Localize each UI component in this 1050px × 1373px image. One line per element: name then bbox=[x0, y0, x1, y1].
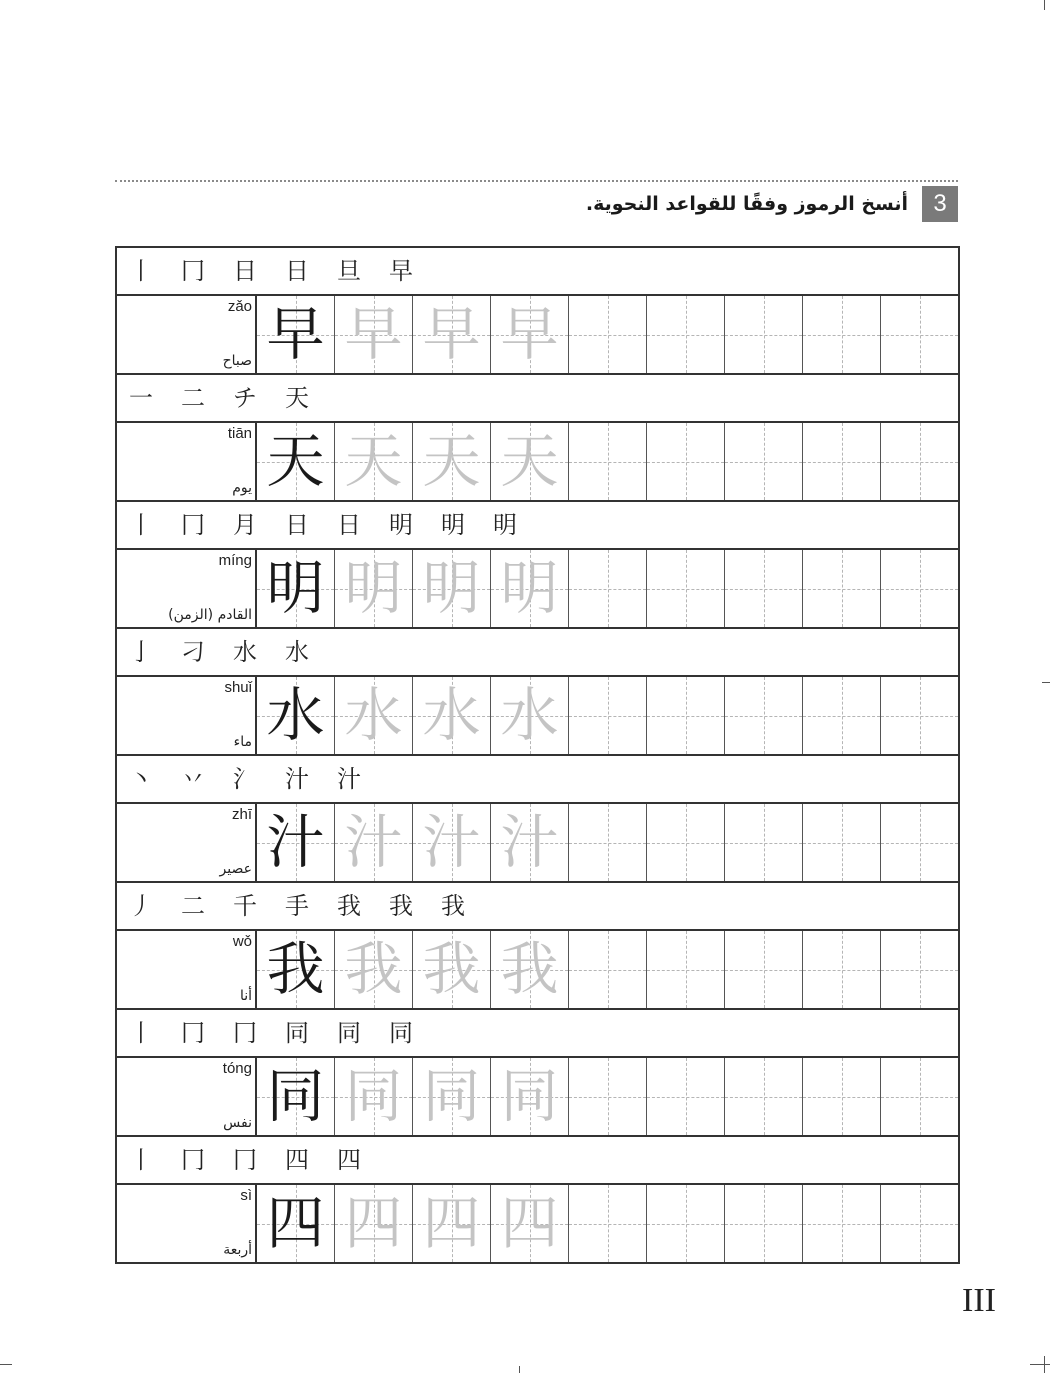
stroke-step: 明 bbox=[493, 511, 517, 539]
trace-character: 早 bbox=[344, 300, 403, 368]
trace-character: 天 bbox=[500, 427, 559, 495]
guide-line-horizontal bbox=[725, 1097, 802, 1098]
writing-box[interactable] bbox=[725, 931, 803, 1008]
trace-character-box[interactable] bbox=[491, 1058, 569, 1135]
writing-box[interactable] bbox=[881, 550, 958, 627]
practice-row bbox=[117, 296, 958, 375]
stroke-step: 亅 bbox=[129, 638, 153, 666]
writing-box[interactable] bbox=[647, 550, 725, 627]
stroke-step: 日 bbox=[233, 257, 257, 285]
stroke-step: 我 bbox=[389, 892, 413, 920]
trace-character-box[interactable] bbox=[335, 296, 413, 373]
meaning: صباح bbox=[222, 353, 252, 369]
stroke-step: 冂 bbox=[181, 257, 205, 285]
trace-character: 汁 bbox=[500, 808, 559, 876]
stroke-step: 千 bbox=[233, 892, 257, 920]
model-character: 水 bbox=[266, 681, 325, 749]
trace-character-box[interactable] bbox=[413, 1185, 491, 1262]
model-character-box bbox=[257, 677, 335, 754]
stroke-step: 我 bbox=[441, 892, 465, 920]
guide-line-horizontal bbox=[725, 589, 802, 590]
model-character-box bbox=[257, 423, 335, 500]
writing-box[interactable] bbox=[647, 296, 725, 373]
model-character: 明 bbox=[266, 554, 325, 622]
model-character: 我 bbox=[266, 935, 325, 1003]
stroke-step: 二 bbox=[181, 892, 205, 920]
model-character: 四 bbox=[266, 1189, 325, 1257]
writing-box[interactable] bbox=[725, 550, 803, 627]
word-label-cell bbox=[117, 1058, 257, 1135]
guide-line-horizontal bbox=[569, 462, 646, 463]
trace-character: 水 bbox=[422, 681, 481, 749]
stroke-order-row bbox=[117, 1010, 958, 1058]
writing-box[interactable] bbox=[803, 550, 881, 627]
trace-character: 我 bbox=[422, 935, 481, 1003]
guide-line-horizontal bbox=[569, 589, 646, 590]
practice-row bbox=[117, 1185, 958, 1264]
pinyin: wǒ bbox=[232, 933, 252, 950]
pinyin: zǎo bbox=[227, 298, 252, 315]
stroke-step: 同 bbox=[389, 1019, 413, 1047]
trace-character: 我 bbox=[344, 935, 403, 1003]
practice-row bbox=[117, 804, 958, 883]
writing-box[interactable] bbox=[725, 1185, 803, 1262]
trace-character: 同 bbox=[344, 1062, 403, 1130]
writing-box[interactable] bbox=[647, 423, 725, 500]
stroke-step: 丨 bbox=[129, 1019, 153, 1047]
writing-box[interactable] bbox=[881, 1185, 958, 1262]
pinyin: tóng bbox=[222, 1060, 252, 1077]
stroke-step: 我 bbox=[337, 892, 361, 920]
stroke-step: 冂 bbox=[233, 1019, 257, 1047]
guide-line-horizontal bbox=[881, 335, 958, 336]
stroke-step: 丷 bbox=[181, 765, 205, 793]
guide-line-horizontal bbox=[803, 589, 880, 590]
writing-box[interactable] bbox=[569, 804, 647, 881]
writing-box[interactable] bbox=[647, 677, 725, 754]
writing-box[interactable] bbox=[803, 931, 881, 1008]
stroke-step: 明 bbox=[441, 511, 465, 539]
writing-box[interactable] bbox=[803, 296, 881, 373]
trace-character: 同 bbox=[422, 1062, 481, 1130]
trace-character-box[interactable] bbox=[413, 677, 491, 754]
stroke-step: 四 bbox=[337, 1146, 361, 1174]
stroke-step: 丨 bbox=[129, 257, 153, 285]
guide-line-horizontal bbox=[881, 970, 958, 971]
guide-line-horizontal bbox=[803, 970, 880, 971]
writing-box[interactable] bbox=[647, 1185, 725, 1262]
word-label-cell bbox=[117, 1185, 257, 1262]
writing-box[interactable] bbox=[725, 804, 803, 881]
stroke-step: 明 bbox=[389, 511, 413, 539]
stroke-order-row bbox=[117, 375, 958, 423]
word-label-cell bbox=[117, 931, 257, 1008]
trace-character-box[interactable] bbox=[491, 677, 569, 754]
pinyin: tiān bbox=[227, 425, 252, 442]
writing-box[interactable] bbox=[803, 804, 881, 881]
writing-box[interactable] bbox=[803, 1058, 881, 1135]
writing-box[interactable] bbox=[725, 677, 803, 754]
trace-character-box[interactable] bbox=[335, 1058, 413, 1135]
trace-character-box[interactable] bbox=[491, 931, 569, 1008]
guide-line-horizontal bbox=[647, 1224, 724, 1225]
trace-character-box[interactable] bbox=[413, 804, 491, 881]
practice-table bbox=[115, 246, 960, 1264]
writing-box[interactable] bbox=[803, 677, 881, 754]
stroke-order-row bbox=[117, 248, 958, 296]
writing-box[interactable] bbox=[725, 296, 803, 373]
stroke-order-row bbox=[117, 629, 958, 677]
model-character-box bbox=[257, 1185, 335, 1262]
guide-line-horizontal bbox=[647, 335, 724, 336]
trace-character-box[interactable] bbox=[335, 423, 413, 500]
stroke-step: 丿 bbox=[129, 892, 153, 920]
trace-character-box[interactable] bbox=[413, 931, 491, 1008]
stroke-order-row bbox=[117, 1137, 958, 1185]
guide-line-horizontal bbox=[803, 1097, 880, 1098]
pinyin: zhī bbox=[231, 806, 252, 823]
guide-line-horizontal bbox=[569, 335, 646, 336]
trace-character: 明 bbox=[422, 554, 481, 622]
stroke-step: 日 bbox=[285, 511, 309, 539]
meaning: أنا bbox=[239, 988, 252, 1004]
model-character: 汁 bbox=[266, 808, 325, 876]
trace-character: 天 bbox=[422, 427, 481, 495]
trace-character-box[interactable] bbox=[335, 931, 413, 1008]
model-character-box bbox=[257, 550, 335, 627]
stroke-step: 日 bbox=[337, 511, 361, 539]
stroke-step: 汁 bbox=[285, 765, 309, 793]
trace-character-box[interactable] bbox=[335, 550, 413, 627]
stroke-step: 刁 bbox=[181, 638, 205, 666]
crop-mark bbox=[1030, 1364, 1050, 1365]
trace-character: 汁 bbox=[344, 808, 403, 876]
model-character-box bbox=[257, 931, 335, 1008]
stroke-step: 汁 bbox=[337, 765, 361, 793]
exercise-header bbox=[115, 186, 958, 222]
meaning: عصير bbox=[219, 861, 252, 877]
guide-line-horizontal bbox=[803, 335, 880, 336]
writing-box[interactable] bbox=[725, 423, 803, 500]
stroke-step: 冂 bbox=[233, 1146, 257, 1174]
practice-row bbox=[117, 677, 958, 756]
trace-character: 同 bbox=[500, 1062, 559, 1130]
page-number: III bbox=[962, 1282, 996, 1319]
stroke-step: 同 bbox=[285, 1019, 309, 1047]
guide-line-horizontal bbox=[803, 462, 880, 463]
stroke-step: 冂 bbox=[181, 1019, 205, 1047]
guide-line-horizontal bbox=[881, 843, 958, 844]
stroke-step: 丨 bbox=[129, 511, 153, 539]
trace-character-box[interactable] bbox=[335, 677, 413, 754]
trace-character: 四 bbox=[422, 1189, 481, 1257]
stroke-step: 氵 bbox=[233, 765, 257, 793]
trace-character: 四 bbox=[344, 1189, 403, 1257]
guide-line-horizontal bbox=[881, 716, 958, 717]
trace-character-box[interactable] bbox=[491, 423, 569, 500]
stroke-step: 月 bbox=[233, 511, 257, 539]
writing-box[interactable] bbox=[647, 1058, 725, 1135]
meaning: القادم (الزمن) bbox=[168, 607, 252, 623]
guide-line-horizontal bbox=[725, 716, 802, 717]
trace-character: 天 bbox=[344, 427, 403, 495]
trace-character: 明 bbox=[500, 554, 559, 622]
practice-row bbox=[117, 931, 958, 1010]
guide-line-horizontal bbox=[725, 843, 802, 844]
writing-box[interactable] bbox=[569, 677, 647, 754]
meaning: نفس bbox=[223, 1115, 252, 1131]
word-label-cell bbox=[117, 423, 257, 500]
guide-line-horizontal bbox=[881, 589, 958, 590]
trace-character-box[interactable] bbox=[491, 1185, 569, 1262]
exercise-number: 3 bbox=[922, 186, 958, 222]
trace-character-box[interactable] bbox=[413, 550, 491, 627]
guide-line-horizontal bbox=[803, 716, 880, 717]
guide-line-horizontal bbox=[647, 970, 724, 971]
writing-box[interactable] bbox=[803, 423, 881, 500]
word-label-cell bbox=[117, 804, 257, 881]
crop-mark bbox=[1044, 1356, 1045, 1373]
stroke-step: 冂 bbox=[181, 1146, 205, 1174]
stroke-step: 丨 bbox=[129, 1146, 153, 1174]
stroke-step: 旦 bbox=[337, 257, 361, 285]
stroke-step: 水 bbox=[233, 638, 257, 666]
guide-line-horizontal bbox=[725, 335, 802, 336]
guide-line-horizontal bbox=[569, 843, 646, 844]
stroke-step: 冂 bbox=[181, 511, 205, 539]
trace-character-box[interactable] bbox=[413, 1058, 491, 1135]
model-character-box bbox=[257, 296, 335, 373]
meaning: أربعة bbox=[223, 1242, 252, 1258]
writing-box[interactable] bbox=[647, 931, 725, 1008]
writing-box[interactable] bbox=[569, 931, 647, 1008]
stroke-step: 四 bbox=[285, 1146, 309, 1174]
stroke-step: 日 bbox=[285, 257, 309, 285]
trace-character-box[interactable] bbox=[335, 804, 413, 881]
guide-line-horizontal bbox=[569, 1224, 646, 1225]
trace-character: 明 bbox=[344, 554, 403, 622]
word-label-cell bbox=[117, 550, 257, 627]
stroke-order-row bbox=[117, 756, 958, 804]
stroke-order-row bbox=[117, 502, 958, 550]
guide-line-horizontal bbox=[725, 462, 802, 463]
guide-line-horizontal bbox=[803, 843, 880, 844]
guide-line-horizontal bbox=[647, 462, 724, 463]
trace-character-box[interactable] bbox=[413, 423, 491, 500]
writing-box[interactable] bbox=[881, 423, 958, 500]
writing-box[interactable] bbox=[803, 1185, 881, 1262]
trace-character: 我 bbox=[500, 935, 559, 1003]
guide-line-horizontal bbox=[647, 1097, 724, 1098]
model-character: 天 bbox=[266, 427, 325, 495]
model-character-box bbox=[257, 804, 335, 881]
guide-line-horizontal bbox=[803, 1224, 880, 1225]
writing-box[interactable] bbox=[569, 1058, 647, 1135]
crop-mark bbox=[1044, 0, 1045, 10]
model-character: 早 bbox=[266, 300, 325, 368]
crop-mark bbox=[519, 1366, 520, 1373]
top-dotted-divider bbox=[115, 180, 958, 182]
stroke-step: 手 bbox=[285, 892, 309, 920]
guide-line-horizontal bbox=[725, 1224, 802, 1225]
meaning: ماء bbox=[233, 734, 252, 750]
writing-box[interactable] bbox=[569, 550, 647, 627]
crop-mark bbox=[0, 1364, 12, 1365]
trace-character: 汁 bbox=[422, 808, 481, 876]
stroke-step: チ bbox=[233, 384, 257, 412]
pinyin: míng bbox=[218, 552, 252, 569]
word-label-cell bbox=[117, 677, 257, 754]
writing-box[interactable] bbox=[881, 1058, 958, 1135]
trace-character: 水 bbox=[500, 681, 559, 749]
stroke-step: 天 bbox=[285, 384, 309, 412]
writing-box[interactable] bbox=[881, 804, 958, 881]
trace-character: 早 bbox=[422, 300, 481, 368]
stroke-step: 丶 bbox=[129, 765, 153, 793]
guide-line-horizontal bbox=[725, 970, 802, 971]
stroke-order-row bbox=[117, 883, 958, 931]
writing-box[interactable] bbox=[569, 296, 647, 373]
stroke-step: 二 bbox=[181, 384, 205, 412]
meaning: يوم bbox=[232, 480, 252, 496]
guide-line-horizontal bbox=[647, 716, 724, 717]
writing-box[interactable] bbox=[725, 1058, 803, 1135]
trace-character-box[interactable] bbox=[491, 296, 569, 373]
stroke-step: 早 bbox=[389, 257, 413, 285]
writing-box[interactable] bbox=[569, 423, 647, 500]
practice-row bbox=[117, 550, 958, 629]
guide-line-horizontal bbox=[881, 1224, 958, 1225]
guide-line-horizontal bbox=[647, 843, 724, 844]
writing-box[interactable] bbox=[881, 296, 958, 373]
stroke-step: 水 bbox=[285, 638, 309, 666]
word-label-cell bbox=[117, 296, 257, 373]
writing-box[interactable] bbox=[569, 1185, 647, 1262]
trace-character: 四 bbox=[500, 1189, 559, 1257]
model-character-box bbox=[257, 1058, 335, 1135]
crop-mark bbox=[1042, 682, 1050, 683]
writing-box[interactable] bbox=[881, 931, 958, 1008]
trace-character-box[interactable] bbox=[491, 804, 569, 881]
guide-line-horizontal bbox=[569, 970, 646, 971]
guide-line-horizontal bbox=[647, 589, 724, 590]
trace-character: 早 bbox=[500, 300, 559, 368]
guide-line-horizontal bbox=[569, 716, 646, 717]
writing-box[interactable] bbox=[647, 804, 725, 881]
practice-row bbox=[117, 423, 958, 502]
trace-character-box[interactable] bbox=[491, 550, 569, 627]
trace-character: 水 bbox=[344, 681, 403, 749]
pinyin: sì bbox=[240, 1187, 252, 1204]
guide-line-horizontal bbox=[881, 462, 958, 463]
model-character: 同 bbox=[266, 1062, 325, 1130]
pinyin: shuǐ bbox=[224, 679, 252, 696]
stroke-step: 同 bbox=[337, 1019, 361, 1047]
guide-line-horizontal bbox=[569, 1097, 646, 1098]
trace-character-box[interactable] bbox=[335, 1185, 413, 1262]
practice-row bbox=[117, 1058, 958, 1137]
guide-line-horizontal bbox=[881, 1097, 958, 1098]
stroke-step: 一 bbox=[129, 384, 153, 412]
trace-character-box[interactable] bbox=[413, 296, 491, 373]
exercise-instruction: أنسخ الرموز وفقًا للقواعد النحوية. bbox=[585, 193, 908, 215]
writing-box[interactable] bbox=[881, 677, 958, 754]
